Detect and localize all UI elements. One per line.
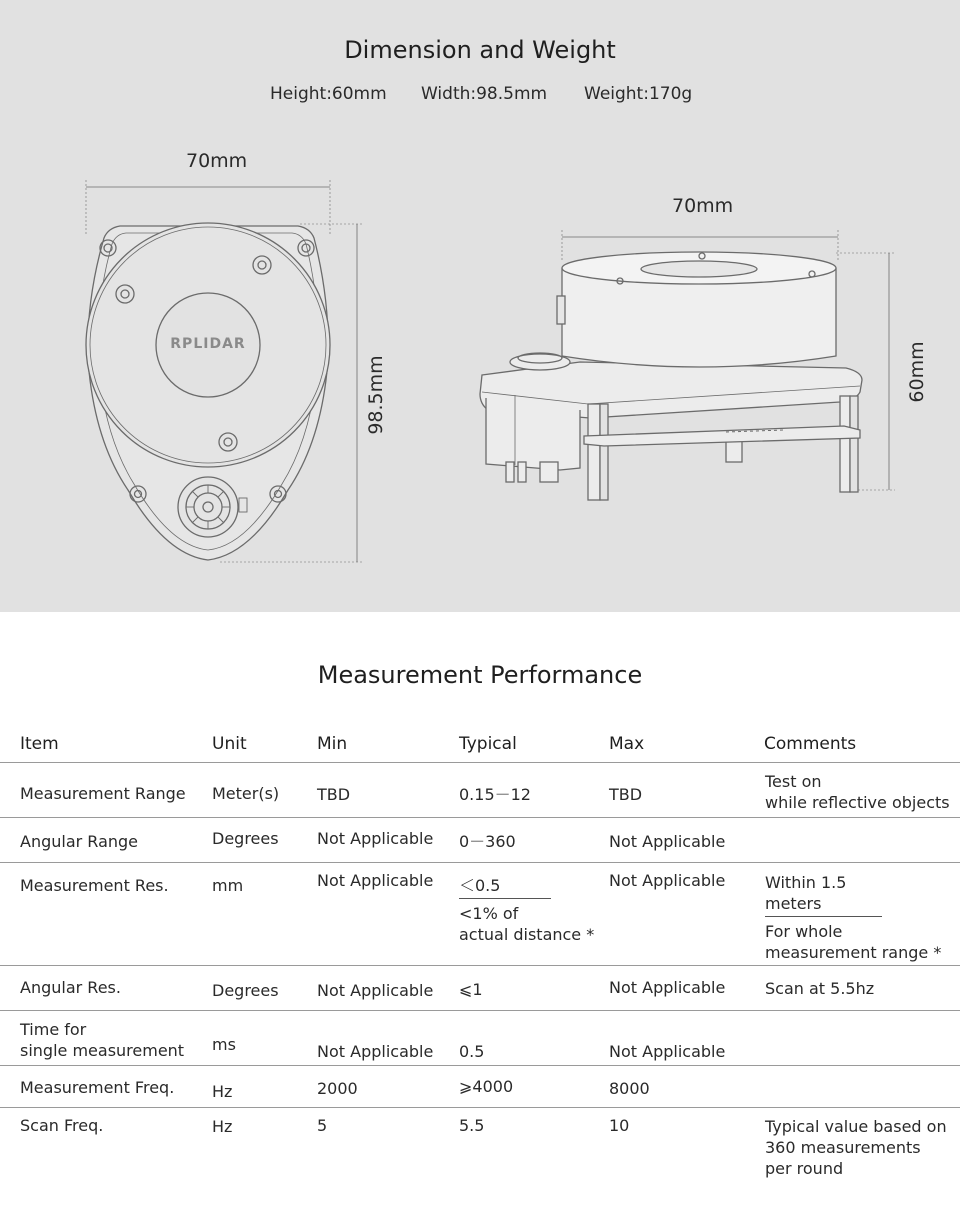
cell-max: Not Applicable	[609, 832, 726, 851]
cell-max: Not Applicable	[609, 978, 726, 997]
cell-comments-line: For whole	[765, 922, 843, 941]
cell-max: Not Applicable	[609, 871, 726, 890]
cell-max: TBD	[609, 785, 643, 804]
header-unit: Unit	[212, 734, 247, 754]
cell-comments: Scan at 5.5hz	[765, 979, 875, 998]
table-row	[0, 1107, 960, 1187]
cell-min: Not Applicable	[317, 1042, 434, 1061]
table-row	[0, 862, 960, 965]
cell-item: Angular Range	[20, 832, 139, 851]
width-spec: Width:98.5mm	[421, 84, 548, 104]
cell-comments-line: measurement range *	[765, 943, 942, 962]
performance-title: Measurement Performance	[317, 661, 643, 689]
cell-comments	[765, 872, 941, 963]
cell-unit: Hz	[212, 1117, 233, 1136]
cell-item-line: single measurement	[20, 1041, 185, 1060]
cell-comments-line: Within 1.5	[765, 873, 847, 892]
cell-typical: ⩽1	[459, 980, 483, 999]
cell-unit: ms	[212, 1035, 236, 1054]
cell-comments-line: while reflective objects	[765, 793, 950, 812]
table-row	[0, 762, 960, 817]
header-min: Min	[317, 734, 348, 754]
header-item: Item	[20, 734, 59, 754]
cell-typical-line: <1% of	[459, 904, 519, 923]
cell-typical	[459, 875, 594, 945]
cell-max: Not Applicable	[609, 1042, 726, 1061]
cell-item-line: Time for	[20, 1020, 87, 1039]
header-max: Max	[609, 734, 645, 754]
table-row	[0, 1010, 960, 1065]
cell-comments	[765, 1116, 947, 1179]
cell-comments-line: Test on	[765, 772, 822, 791]
dimension-title: Dimension and Weight	[344, 36, 616, 64]
cell-comments-line: meters	[765, 893, 882, 917]
cell-typical-line: actual distance *	[459, 925, 595, 944]
header-comments: Comments	[764, 734, 857, 754]
lidar-side-view	[480, 230, 895, 500]
cell-item: Measurement Res.	[20, 876, 169, 895]
cell-unit: Meter(s)	[212, 784, 280, 803]
cell-comments-line: Typical value based on	[765, 1117, 947, 1136]
cell-min: Not Applicable	[317, 829, 434, 848]
rplidar-logo: RPLIDAR	[170, 336, 246, 352]
side-view-height-label: 60mm	[906, 341, 928, 403]
header-typical: Typical	[459, 734, 517, 754]
side-view-width-label: 70mm	[672, 195, 734, 217]
cell-item: Angular Res.	[20, 978, 121, 997]
cell-item	[20, 1019, 184, 1061]
cell-min: 2000	[317, 1079, 358, 1098]
cell-unit: Degrees	[212, 981, 279, 1000]
cell-unit: Degrees	[212, 829, 279, 848]
cell-max: 8000	[609, 1079, 650, 1098]
cell-typical: 0－360	[459, 832, 516, 851]
cell-typical: 0.5	[459, 1042, 485, 1061]
cell-unit: mm	[212, 876, 244, 895]
cell-comments-line: 360 measurements	[765, 1138, 921, 1157]
cell-typical: 5.5	[459, 1116, 485, 1135]
cell-unit: Hz	[212, 1082, 233, 1101]
cell-typical-line: ＜0.5	[459, 875, 551, 899]
cell-comments	[765, 771, 950, 813]
table-row	[0, 817, 960, 862]
table-row	[0, 1065, 960, 1107]
cell-typical: 0.15－12	[459, 785, 531, 804]
table-row	[0, 965, 960, 1010]
cell-typical: ⩾4000	[459, 1077, 514, 1096]
cell-min: 5	[317, 1116, 328, 1135]
height-spec: Height:60mm	[270, 84, 387, 104]
cell-max: 10	[609, 1116, 630, 1135]
cell-min: Not Applicable	[317, 981, 434, 1000]
top-view-height-label: 98.5mm	[365, 355, 387, 435]
cell-min: TBD	[317, 785, 351, 804]
cell-item: Scan Freq.	[20, 1116, 104, 1135]
cell-item: Measurement Range	[20, 784, 186, 803]
cell-item: Measurement Freq.	[20, 1078, 175, 1097]
weight-spec: Weight:170g	[584, 84, 693, 104]
lidar-top-view	[86, 180, 362, 562]
cell-comments-line: per round	[765, 1159, 844, 1178]
top-view-width-label: 70mm	[186, 150, 248, 172]
cell-min: Not Applicable	[317, 871, 434, 890]
